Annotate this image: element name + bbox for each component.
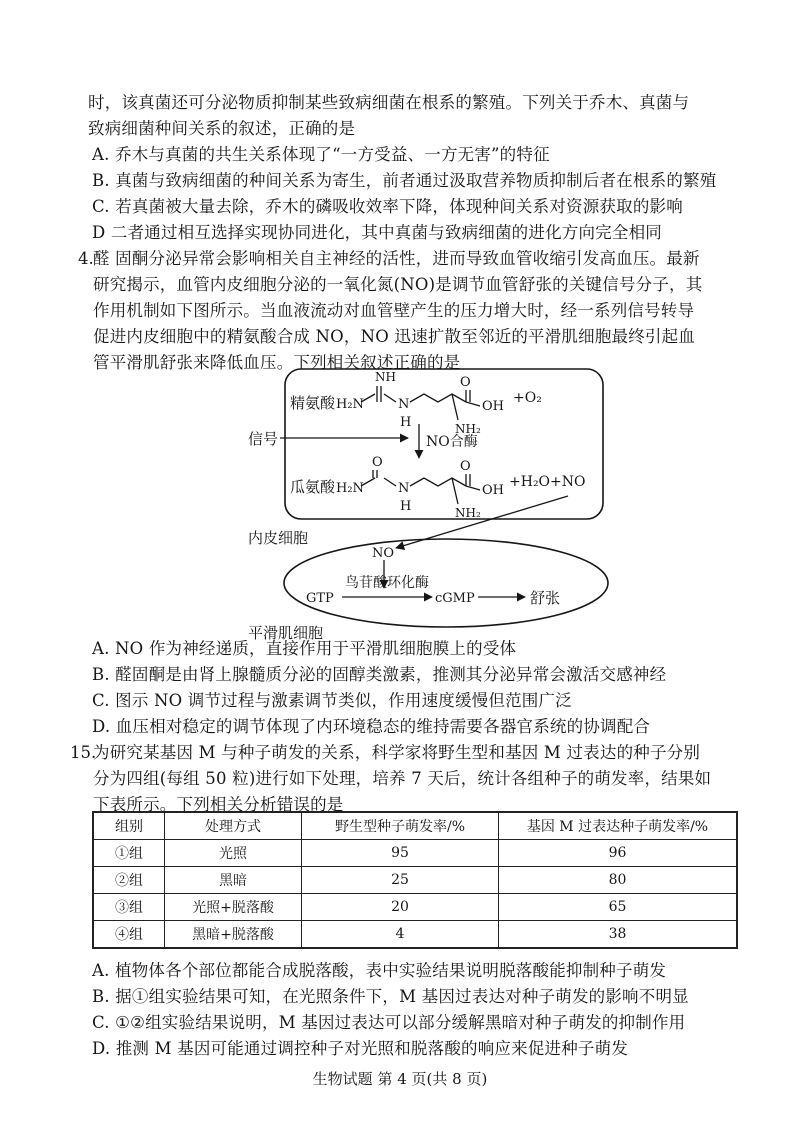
citrulline-oh: OH — [482, 483, 504, 498]
q13-text-line-1: 时，该真菌还可分泌物质抑制某些致病细菌在根系的繁殖。下列关于乔木、真菌与 — [88, 93, 690, 112]
table-cell: 4 — [302, 921, 499, 949]
citrulline-nh2: NH₂ — [455, 506, 481, 520]
table-header-cell: 组别 — [93, 812, 165, 840]
gtp-label: GTP — [306, 591, 334, 606]
table-cell: 80 — [499, 867, 738, 894]
page-footer: 生物试题 第 4 页(共 8 页) — [312, 1070, 488, 1088]
table-header-cell: 野生型种子萌发率/% — [302, 812, 499, 840]
q13-option-a: A. 乔木与真菌的共生关系体现了“一方受益、一方无害”的特征 — [92, 145, 550, 164]
table-header-cell: 处理方式 — [165, 812, 302, 840]
q13-text-line-2: 致病细菌种间关系的叙述，正确的是 — [88, 119, 356, 138]
smooth-muscle-label: 平滑肌细胞 — [248, 624, 324, 642]
table-cell: 96 — [499, 840, 738, 867]
arginine-h2n: H₂N — [336, 397, 364, 412]
table-cell: 黑暗 — [165, 867, 302, 894]
table-header-row — [93, 812, 737, 840]
table-cell: 20 — [302, 894, 499, 921]
endothelial-cell-label: 内皮细胞 — [248, 529, 309, 547]
q13-option-b: B. 真菌与致病细菌的种间关系为寄生，前者通过汲取营养物质抑制后者在根系的繁殖 — [92, 171, 717, 190]
table-row — [93, 921, 737, 949]
guanylate-cyclase-label: 鸟苷酸环化酶 — [345, 575, 429, 591]
table-cell: 25 — [302, 867, 499, 894]
table-cell: ③组 — [93, 894, 165, 921]
no-in-cell-label: NO — [372, 546, 395, 561]
q14-option-c: C. 图示 NO 调节过程与激素调节类似，作用速度缓慢但范围广泛 — [92, 691, 572, 710]
q13-option-c: C. 若真菌被大量去除，乔木的磷吸收效率下降，体现种间关系对资源获取的影响 — [92, 197, 683, 216]
citrulline-n: N — [398, 481, 410, 496]
plus-h2o-no: +H₂O+NO — [509, 474, 586, 490]
table-cell: 38 — [499, 921, 738, 949]
citrulline-o2: O — [460, 459, 471, 474]
q14-text-line-1: 醛 固酮分泌异常会影响相关自主神经的活性，进而导致血管收缩引发高血压。最新 — [93, 249, 700, 268]
q15-option-a: A. 植物体各个部位都能合成脱落酸，表中实验结果说明脱落酸能抑制种子萌发 — [92, 961, 667, 980]
arginine-imine-nh: NH — [375, 370, 396, 384]
table-cell: 65 — [499, 894, 738, 921]
q15-text-line-3: 下表所示。下列相关分析错误的是 — [93, 795, 344, 814]
smooth-muscle-cell — [284, 539, 608, 627]
no-synthase-label: NO合酶 — [426, 434, 478, 450]
table-row — [93, 840, 737, 867]
table-cell: 95 — [302, 840, 499, 867]
table-cell: 黑暗+脱落酸 — [165, 921, 302, 949]
table-cell: 光照+脱落酸 — [165, 894, 302, 921]
q15-number: 15. — [70, 743, 97, 762]
citrulline-h2n: H₂N — [336, 481, 364, 496]
q15-option-c: C. ①②组实验结果说明，M 基因过表达可以部分缓解黑暗对种子萌发的抑制作用 — [92, 1013, 686, 1032]
plus-o2: +O₂ — [513, 390, 542, 406]
citrulline-label: 瓜氨酸 — [290, 478, 336, 496]
arginine-bonds — [361, 386, 480, 420]
signal-label: 信号 — [248, 430, 279, 448]
citrulline-o: O — [372, 455, 383, 470]
table-cell: ②组 — [93, 867, 165, 894]
citrulline-bonds — [361, 470, 480, 504]
table-cell: ④组 — [93, 921, 165, 949]
q14-option-d: D. 血压相对稳定的调节体现了内环境稳态的维持需要各器官系统的协调配合 — [92, 717, 651, 736]
table-row — [93, 867, 737, 894]
arginine-h: H — [400, 415, 412, 430]
q14-text-line-3: 作用机制如下图所示。当血液流动对血管壁产生的压力增大时，经一系列信号转导 — [93, 301, 695, 320]
q13-option-d: D 二者通过相互选择实现协同进化，其中真菌与致病细菌的进化方向完全相同 — [92, 223, 662, 242]
q14-text-line-2: 研究揭示，血管内皮细胞分泌的一氧化氮(NO)是调节血管舒张的关键信号分子，其 — [93, 275, 703, 294]
table-cell: ①组 — [93, 840, 165, 867]
q15-option-b: B. 据①组实验结果可知，在光照条件下，M 基因过表达对种子萌发的影响不明显 — [92, 987, 689, 1006]
arginine-nh2: NH₂ — [455, 422, 481, 436]
germination-table — [92, 811, 738, 949]
q15-option-d: D. 推测 M 基因可能通过调控种子对光照和脱落酸的响应来促进种子萌发 — [92, 1039, 629, 1058]
arginine-n: N — [398, 397, 410, 412]
arginine-label: 精氨酸 — [290, 394, 336, 412]
q15-text-line-1: 为研究某基因 M 与种子萌发的关系，科学家将野生型和基因 M 过表达的种子分别 — [93, 743, 701, 762]
q14-option-a: A. NO 作为神经递质，直接作用于平滑肌细胞膜上的受体 — [92, 639, 517, 658]
relax-label: 舒张 — [530, 589, 561, 607]
cgmp-label: cGMP — [435, 591, 475, 606]
table-header-cell: 基因 M 过表达种子萌发率/% — [499, 812, 738, 840]
q14-number: 4. — [78, 249, 94, 268]
q14-text-line-4: 促进内皮细胞中的精氨酸合成 NO，NO 迅速扩散至邻近的平滑肌细胞最终引起血 — [93, 327, 696, 346]
q14-option-b: B. 醛固酮是由肾上腺髓质分泌的固醇类激素，推测其分泌异常会激活交感神经 — [92, 665, 667, 684]
table-row — [93, 894, 737, 921]
table-cell: 光照 — [165, 840, 302, 867]
arginine-oh: OH — [482, 399, 504, 414]
citrulline-h: H — [400, 499, 412, 514]
q14-text-line-5: 管平滑肌舒张来降低血压。下列相关叙述正确的是 — [93, 353, 461, 372]
arginine-o: O — [460, 375, 471, 390]
q15-text-line-2: 分为四组(每组 50 粒)进行如下处理，培养 7 天后，统计各组种子的萌发率，结果如 — [93, 769, 712, 788]
